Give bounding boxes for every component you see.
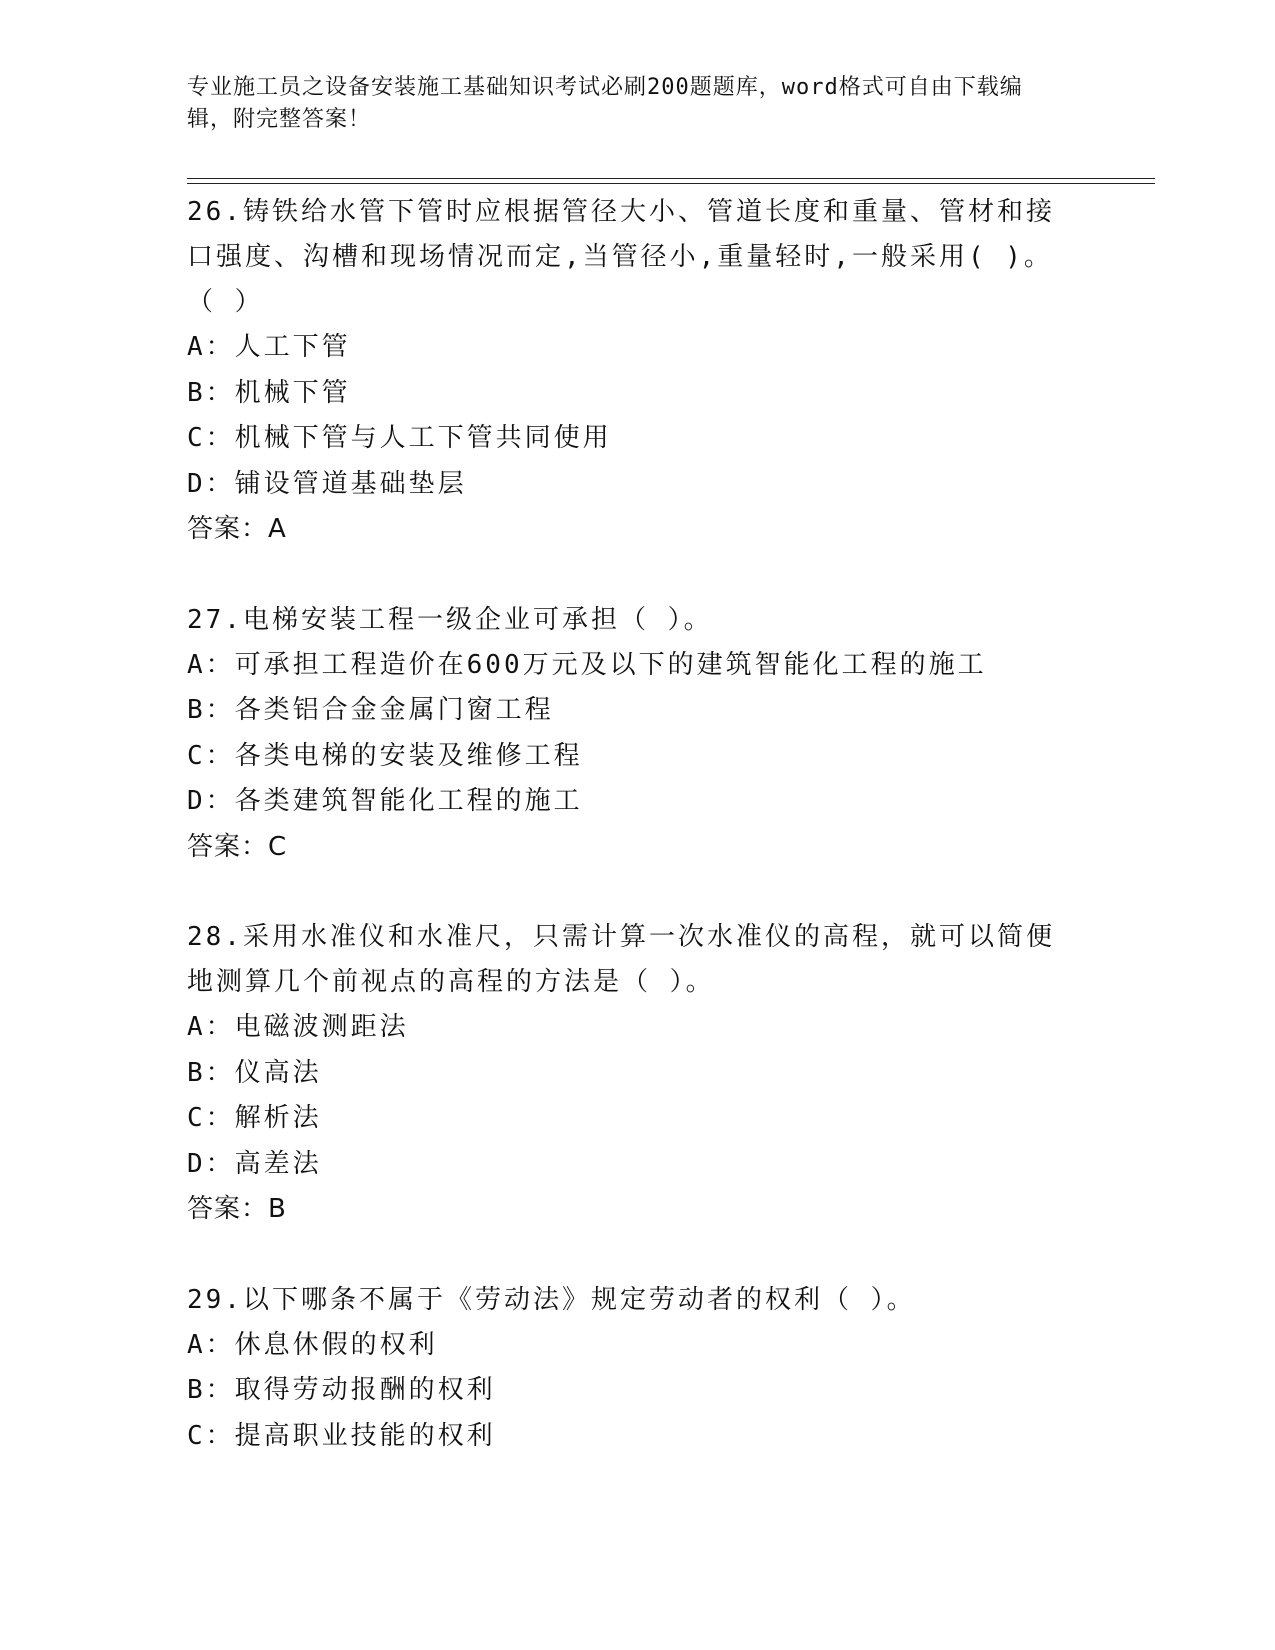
question-list xyxy=(187,190,1067,1459)
question-27 xyxy=(187,598,1067,871)
question-stem: 26.铸铁给水管下管时应根据管径大小、管道长度和重量、管材和接口强度、沟槽和现场情况而定,当管径小,重量轻时,一般采用( )。（ ） xyxy=(187,197,1055,317)
option-b: B：仪高法 xyxy=(187,1057,322,1088)
question-stem: 27.电梯安装工程一级企业可承担（ ）。 xyxy=(187,604,713,635)
answer-line: 答案：B xyxy=(187,1194,287,1224)
option-a: A：人工下管 xyxy=(187,332,351,362)
document-header: 专业施工员之设备安装施工基础知识考试必刷200题题库，word格式可自由下载编辑，附完整答案！ xyxy=(187,75,1023,132)
option-b: B：各类铝合金金属门窗工程 xyxy=(187,695,554,725)
option-c: C：各类电梯的安装及维修工程 xyxy=(187,740,583,771)
question-26 xyxy=(187,190,1067,553)
spacer xyxy=(187,1233,1067,1278)
option-c: C：解析法 xyxy=(187,1103,322,1133)
option-a: A：可承担工程造价在600万元及以下的建筑智能化工程的施工 xyxy=(187,649,987,680)
question-28 xyxy=(187,915,1067,1233)
option-c: C：提高职业技能的权利 xyxy=(187,1420,496,1451)
option-b: B：机械下管 xyxy=(187,377,351,408)
question-stem: 29.以下哪条不属于《劳动法》规定劳动者的权利（ ）。 xyxy=(187,1284,916,1315)
spacer xyxy=(187,870,1067,915)
option-a: A：休息休假的权利 xyxy=(187,1329,438,1360)
question-stem: 28.采用水准仪和水准尺，只需计算一次水准仪的高程，就可以简便地测算几个前视点的高程的方法是（ ）。 xyxy=(187,922,1055,997)
header-divider-top xyxy=(187,178,1155,179)
spacer xyxy=(187,553,1067,598)
option-b: B：取得劳动报酬的权利 xyxy=(187,1375,496,1405)
option-c: C：机械下管与人工下管共同使用 xyxy=(187,423,612,453)
option-d: D：铺设管道基础垫层 xyxy=(187,468,467,499)
question-29 xyxy=(187,1278,1067,1460)
option-d: D：高差法 xyxy=(187,1148,322,1179)
answer-line: 答案：A xyxy=(187,514,287,544)
option-a: A：电磁波测距法 xyxy=(187,1012,409,1042)
answer-line: 答案：C xyxy=(187,831,288,862)
option-d: D：各类建筑智能化工程的施工 xyxy=(187,786,583,816)
header-divider-bottom xyxy=(187,183,1155,184)
